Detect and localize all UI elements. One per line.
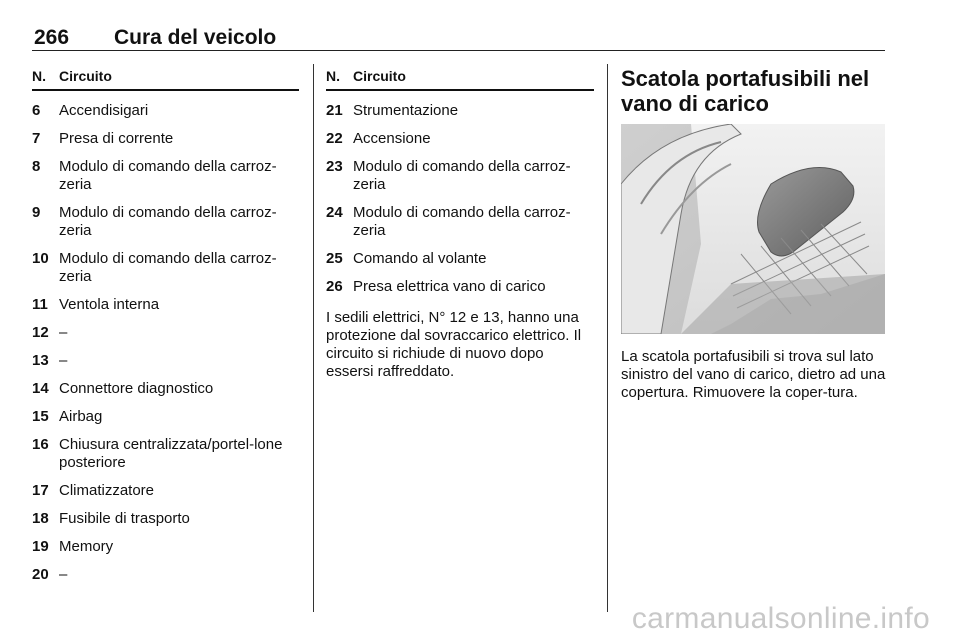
column-divider <box>313 64 314 612</box>
table-row <box>32 380 299 398</box>
fuse-circuit: Memory <box>59 538 114 555</box>
fuse-number: 18 <box>32 510 49 527</box>
fuse-number: 8 <box>32 158 41 175</box>
fuse-number: 9 <box>32 204 41 221</box>
table-row <box>32 130 299 148</box>
cargo-compartment-image <box>621 124 885 334</box>
table-row <box>326 278 594 296</box>
fuse-circuit: Modulo di comando della carroz-zeria <box>59 158 277 193</box>
note-paragraph: I sedili elettrici, N° 12 e 13, hanno una protezione dal sovraccarico elettrico. Il circuito si richiude di nuovo dopo essersi raffreddato. <box>326 309 582 380</box>
section-body-column <box>621 348 887 402</box>
table-row <box>32 352 299 370</box>
fuse-box-illustration <box>621 124 885 334</box>
header-circuit: Circuito <box>353 68 406 84</box>
table-row <box>326 130 594 148</box>
table-row <box>326 102 594 120</box>
table-row <box>32 408 299 426</box>
fuse-circuit: Modulo di comando della carroz-zeria <box>353 204 571 239</box>
column-divider <box>607 64 608 612</box>
fuse-table-2 <box>326 64 594 381</box>
fuse-number: 7 <box>32 130 41 147</box>
fuse-number: 24 <box>326 204 343 221</box>
header-circuit: Circuito <box>59 68 112 84</box>
fuse-circuit: Climatizzatore <box>59 482 155 499</box>
fuse-number: 19 <box>32 538 49 555</box>
fuse-number: 16 <box>32 436 49 453</box>
fuse-number: 10 <box>32 250 49 267</box>
header-number: N. <box>32 68 46 84</box>
fuse-circuit: Modulo di comando della carroz-zeria <box>59 250 277 285</box>
fuse-number: 11 <box>32 296 48 313</box>
header-number: N. <box>326 68 340 84</box>
table-row <box>326 204 594 240</box>
fuse-circuit: Modulo di comando della carroz-zeria <box>353 158 571 193</box>
fuse-circuit: Strumentazione <box>353 102 459 119</box>
fuse-number: 6 <box>32 102 41 119</box>
table-row <box>326 158 594 194</box>
table-row <box>32 482 299 500</box>
fuse-number: 21 <box>326 102 343 119</box>
fuse-number: 14 <box>32 380 49 397</box>
table-row <box>32 158 299 194</box>
fuse-circuit: Connettore diagnostico <box>59 380 214 397</box>
fuse-circuit: Comando al volante <box>353 250 487 267</box>
watermark: carmanualsonline.info <box>631 602 930 635</box>
page-number: 266 <box>34 26 70 49</box>
fuse-number: 17 <box>32 482 49 499</box>
fuse-number: 15 <box>32 408 49 425</box>
fuse-number: 20 <box>32 566 49 583</box>
fuse-circuit: – <box>59 352 68 369</box>
fuse-circuit: Accensione <box>353 130 431 147</box>
table-header <box>326 64 594 91</box>
fuse-number: 12 <box>32 324 49 341</box>
fuse-circuit: Fusibile di trasporto <box>59 510 190 527</box>
table-row <box>32 510 299 528</box>
table-row <box>32 296 299 314</box>
section-heading: Scatola portafusibili nel vano di carico <box>621 66 870 116</box>
fuse-circuit: Accendisigari <box>59 102 149 119</box>
table-row <box>32 204 299 240</box>
fuse-number: 25 <box>326 250 343 267</box>
table-row <box>32 566 299 584</box>
fuse-number: 22 <box>326 130 343 147</box>
fuse-circuit: Presa di corrente <box>59 130 174 147</box>
fuse-circuit: – <box>59 324 68 341</box>
fuse-number: 23 <box>326 158 343 175</box>
fuse-circuit: Presa elettrica vano di carico <box>353 278 546 295</box>
chapter-title: Cura del veicolo <box>114 26 277 49</box>
table-row <box>32 250 299 286</box>
fuse-circuit: Chiusura centralizzata/portel-lone posteriore <box>59 436 283 471</box>
fuse-circuit: Airbag <box>59 408 103 425</box>
table-row <box>32 102 299 120</box>
section-body: La scatola portafusibili si trova sul lato sinistro del vano di carico, dietro ad una copertura. Rimuovere la coper-tura. <box>621 348 886 401</box>
page-header <box>32 26 885 51</box>
table-row <box>32 538 299 556</box>
fuse-number: 26 <box>326 278 343 295</box>
table-header <box>32 64 299 91</box>
section-column <box>621 64 887 116</box>
fuse-circuit: – <box>59 566 68 583</box>
fuse-circuit: Ventola interna <box>59 296 160 313</box>
table-row <box>32 324 299 342</box>
table-row <box>326 250 594 268</box>
fuse-table-1 <box>32 64 299 584</box>
fuse-circuit: Modulo di comando della carroz-zeria <box>59 204 277 239</box>
table-row <box>32 436 299 472</box>
fuse-number: 13 <box>32 352 49 369</box>
